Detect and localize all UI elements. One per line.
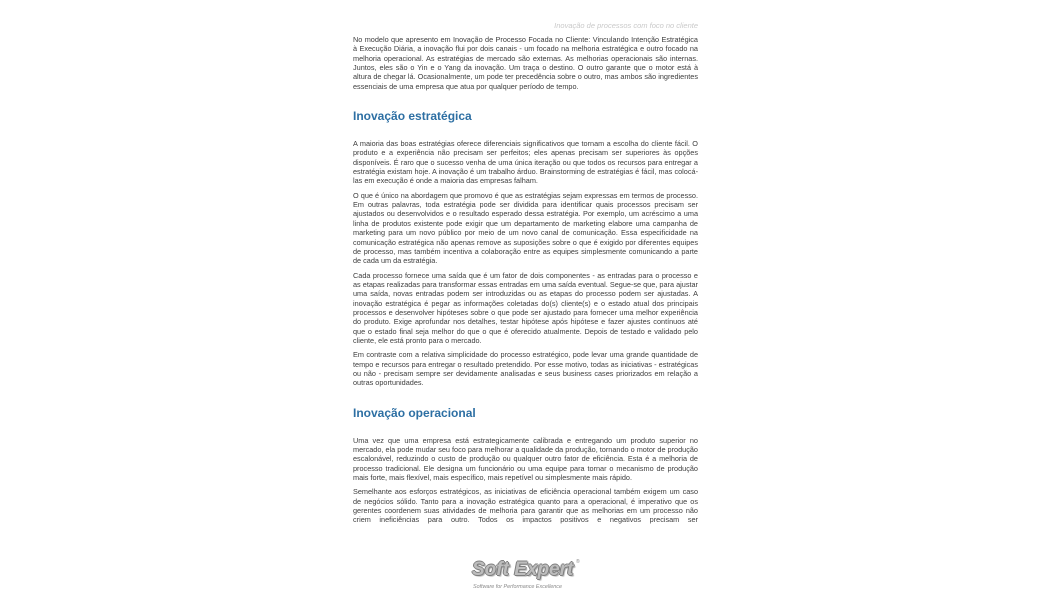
body-paragraph: O que é único na abordagem que promovo é que as estratégias sejam expressas em termos de processo. Em outras palavras, toda estratégia pode ser dividida para identificar quais processos precisam ser ajustados ou desenvolvidos e o resultado esperado dessa estratégia. Por exemplo, um acréscimo a uma linha de produtos existente pode exigir que um departamento de marketing elabore uma campanha de marketing para um novo público por meio de um novo canal de comunicação. Essa especificidade na comunicação estratégica não apenas remove as suposições sobre o que é exigido por diferentes equipes de processo, mas também incentiva a colaboração entre as equipes simplesmente comunicando a parte de cada um da estratégia. [353,190,698,266]
softexpert-logo [472,558,584,594]
body-paragraph: A maioria das boas estratégias oferece diferenciais significativos que tornam a escolha do cliente fácil. O produto e a experiência não precisam ser perfeitos; eles apenas precisam ser superiores às opções disponíveis. É raro que o sucesso venha de uma única iteração ou que todos os recursos para entregar a estratégia existam hoje. A inovação é um trabalho árduo. Brainstorming de estratégias é fácil, mas colocá-las em execução é onde a maioria das empresas falham. [353,139,698,186]
section-heading-strategic-innovation: Inovação estratégica [353,109,472,124]
intro-paragraph: No modelo que apresento em Inovação de Processo Focada no Cliente: Vinculando Intenção Estratégica à Execução Diária, a inovação flui por dois canais - um focado na melhoria estratégica e outro focado na melhoria operacional. As estratégias de mercado são externas. As melhorias operacionais são internas. Juntos, eles são o Yin e o Yang da inovação. Um traça o destino. O outro garante que o motor está à altura de chegar lá. Ocasionalmente, um pode ter precedência sobre o outro, mas ambos são ingredientes essenciais de uma empresa que atua por qualquer período de tempo. [353,35,698,91]
section-heading-operational-innovation: Inovação operacional [353,405,476,420]
registered-mark: ® [576,559,580,565]
logo-tagline: Software for Performance Excellence [473,584,562,590]
body-paragraph: Cada processo fornece uma saída que é um fator de dois componentes - as entradas para o processo e as etapas realizadas para transformar essas entradas em uma saída eventual. Segue-se que, para ajustar uma saída, novas entradas podem ser introduzidas ou as etapas do processo podem ser ajustadas. A inovação estratégica é pegar as informações coletadas do(s) cliente(s) e o estado atual dos principais processos e desenvolver hipóteses sobre o que pode ser ajustado para fornecer uma melhor experiência do produto. Exige aprofundar nos detalhes, testar hipótese após hipótese e fazer ajustes contínuos até que o estado final seja melhor do que o que é oferecido atualmente. Depois de testado e validado pelo cliente, ele está pronto para o mercado. [353,270,698,345]
running-header: Inovação de processos com foco no cliente [554,21,698,30]
body-paragraph-continued: Semelhante aos esforços estratégicos, as iniciativas de eficiência operacional também exigem um caso de negócios sólido. Tanto para a inovação estratégica quanto para a operacional, é imperativo que os gerentes coordenem suas atividades de melhoria para garantir que as melhorias em um processo não criem ineficiências para outro. Todos os impactos positivos e negativos precisam ser [353,487,698,525]
content-column [353,35,698,530]
body-paragraph: Em contraste com a relativa simplicidade do processo estratégico, pode levar uma grande quantidade de tempo e recursos para entregar o resultado pretendido. Por esse motivo, todas as iniciativas - estratégicas ou não - precisam sempre ser devidamente analisadas e seus business cases priorizados em relação a outras oportunidades. [353,350,698,388]
logo-wordmark: Soft Expert [472,559,574,580]
body-paragraph: Uma vez que uma empresa está estrategicamente calibrada e entregando um produto superior no mercado, ela pode mudar seu foco para melhorar a qualidade da produção, tornando o motor de produção escalonável, reduzindo o custo de produção ou qualquer outro fator de eficiência. Esta é a melhoria de processo tradicional. Ele designa um funcionário ou uma equipe para tornar o mecanismo de produção mais forte, mais flexível, mais específico, mais repetível ou simplesmente mais rápido. [353,435,698,483]
